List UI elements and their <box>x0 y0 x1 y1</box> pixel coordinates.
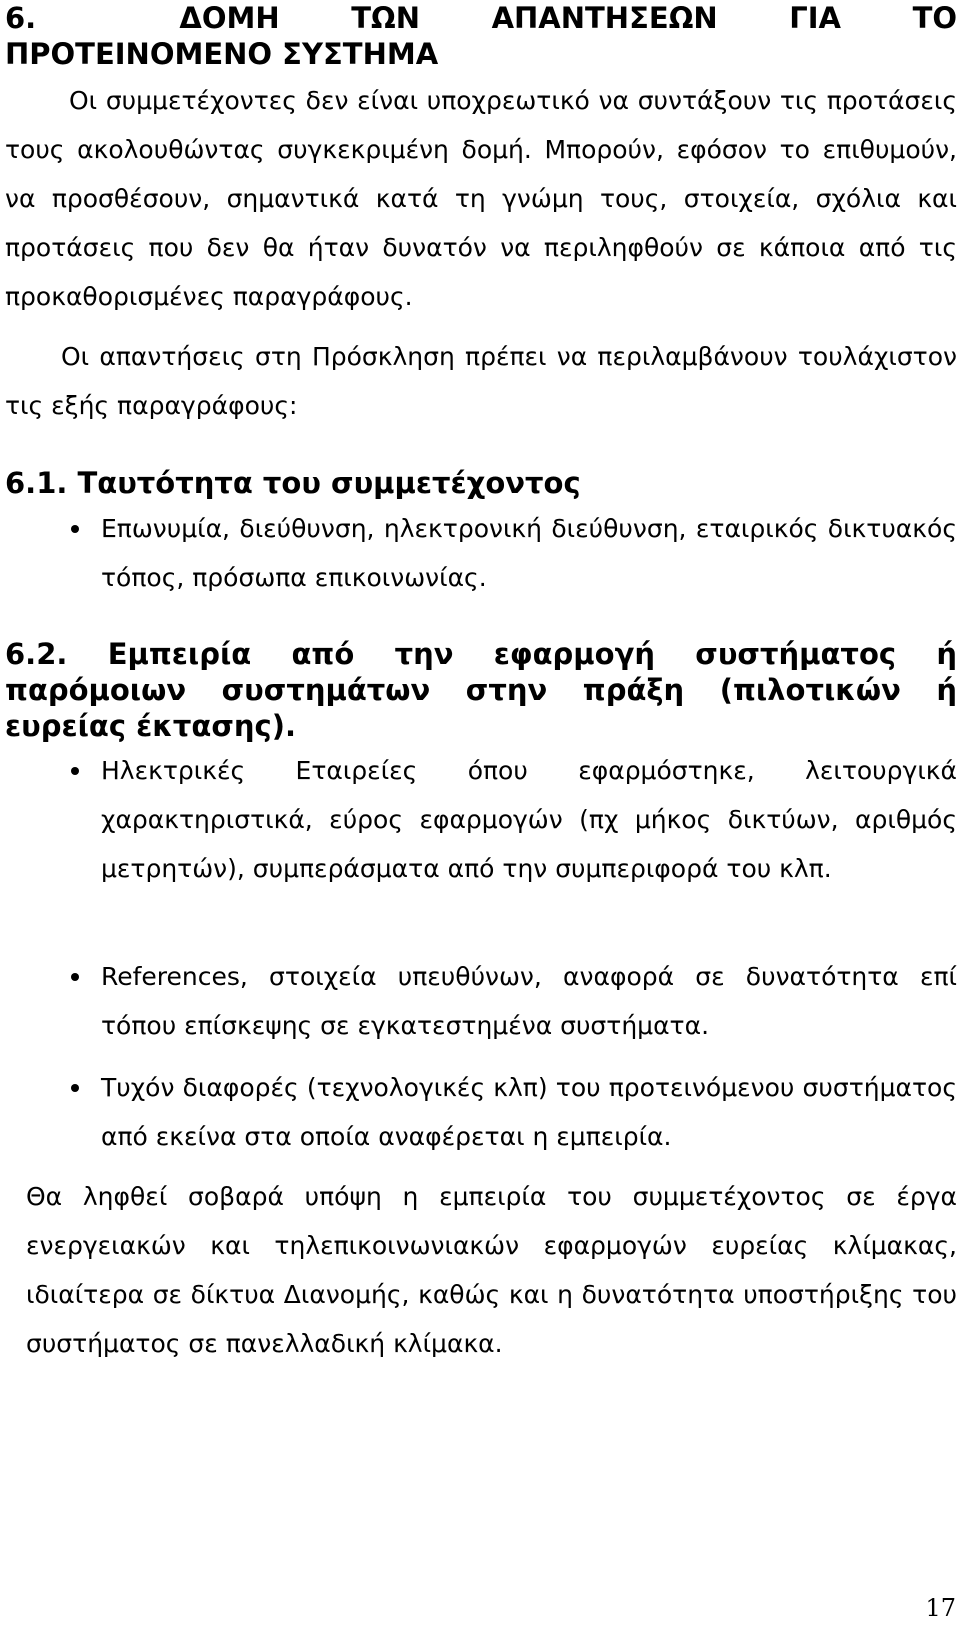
subsection-1-title: 6.1. Ταυτότητα του συμμετέχοντος <box>5 466 581 500</box>
page-number: 17 <box>925 1594 956 1622</box>
list-item-text: Επωνυμία, διεύθυνση, ηλεκτρονική διεύθυνση, εταιρικός δικτυακός τόπος, πρόσωπα επικοινωνίας. <box>101 514 957 592</box>
bullet-icon <box>71 767 79 775</box>
subsection-2-title-line3: ευρείας έκτασης). <box>5 709 297 743</box>
bullet-icon <box>71 525 79 533</box>
list-item-text: Ηλεκτρικές Εταιρείες όπου εφαρμόστηκε, λειτουργικά χαρακτηριστικά, εύρος εφαρμογών (πχ μήκος δικτύων, αριθμός μετρητών), συμπεράσματα από την συμπεριφορά του κλπ. <box>101 756 957 883</box>
bullet-icon <box>71 1084 79 1092</box>
section-title <box>5 0 957 72</box>
closing-paragraph: Θα ληφθεί σοβαρά υπόψη η εμπειρία του συμμετέχοντος σε έργα ενεργειακών και τηλεπικοινωνιακών εφαρμογών ευρείας κλίμακας, ιδιαίτερα σε δίκτυα Διανομής, καθώς και η δυνατότητα υποστήριξης του συστήματος σε πανελλαδική κλίμακα. <box>26 1182 957 1358</box>
requirements-paragraph: Οι απαντήσεις στη Πρόσκληση πρέπει να περιλαμβάνουν τουλάχιστον τις εξής παραγράφους: <box>5 342 957 420</box>
list-item-text: Τυχόν διαφορές (τεχνολογικές κλπ) του προτεινόμενου συστήματος από εκείνα στα οποία αναφέρεται η εμπειρία. <box>101 1073 957 1151</box>
intro-paragraph: Οι συμμετέχοντες δεν είναι υποχρεωτικό να συντάξουν τις προτάσεις τους ακολουθώντας συγκεκριμένη δομή. Μπορούν, εφόσον το επιθυμούν, να προσθέσουν, σημαντικά κατά τη γνώμη τους, στοιχεία, σχόλια και προτάσεις που δεν θα ήταν δυνατόν να περιληφθούν σε κάποια από τις προκαθορισμένες παραγράφους. <box>5 86 957 311</box>
subsection-2-title <box>5 636 957 744</box>
list-item-text: References, στοιχεία υπευθύνων, αναφορά σε δυνατότητα επί τόπου επίσκεψης σε εγκατεστημένα συστήματα. <box>101 962 957 1040</box>
subsection-2-title-line2: παρόμοιων συστημάτων στην πράξη (πιλοτικών ή <box>5 673 957 707</box>
bullet-icon <box>71 973 79 981</box>
section-title-line1: 6. ΔΟΜΗ ΤΩΝ ΑΠΑΝΤΗΣΕΩΝ ΓΙΑ ΤΟ <box>5 1 957 35</box>
subsection-2-title-line1: 6.2. Εμπειρία από την εφαρμογή συστήματος ή <box>5 637 957 671</box>
section-title-line2: ΠΡΟΤΕΙΝΟΜΕΝΟ ΣΥΣΤΗΜΑ <box>5 37 439 71</box>
document-page <box>5 0 957 1625</box>
